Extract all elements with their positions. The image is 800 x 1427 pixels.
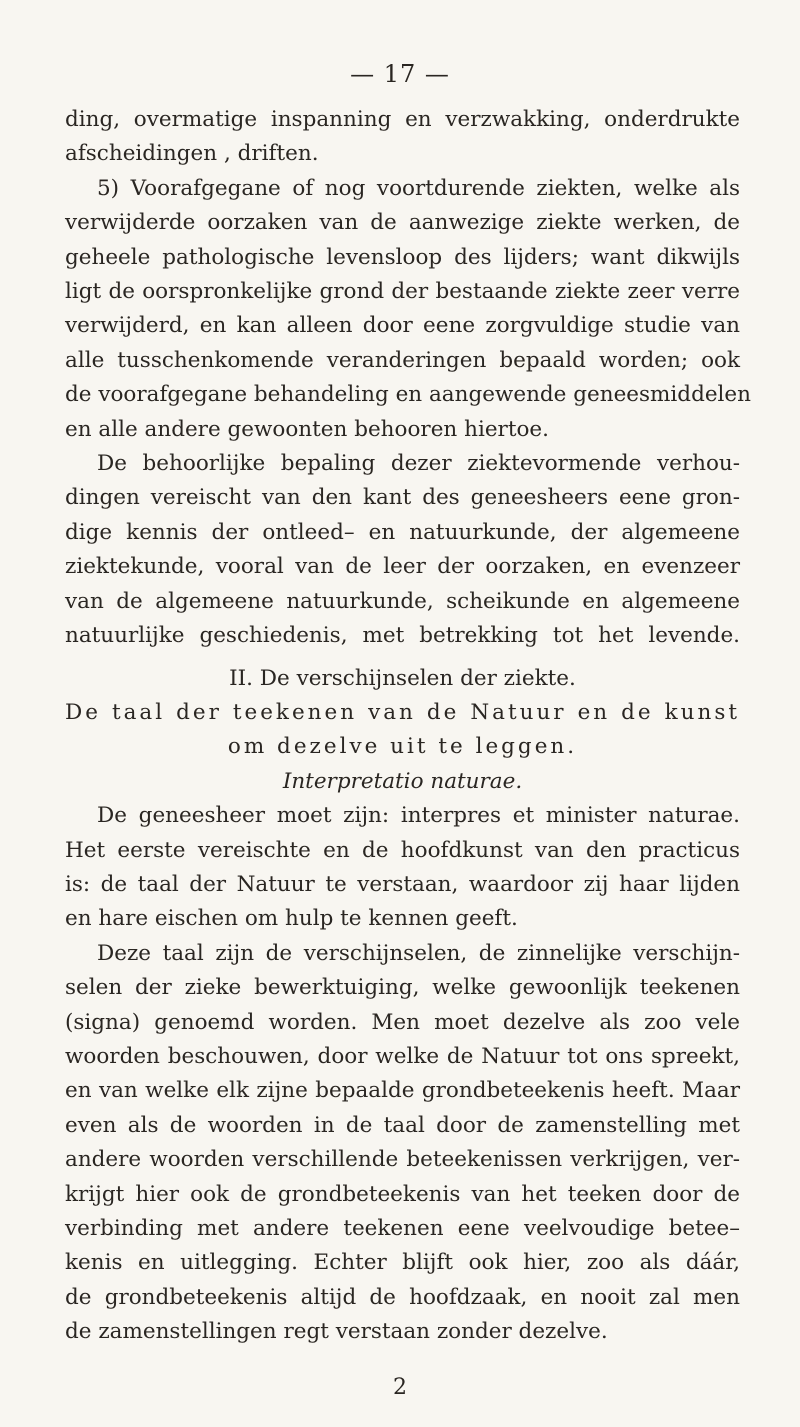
text-line: verbinding met andere teekenen eene veelvoudige betee–: [65, 1216, 740, 1241]
text-line: en van welke elk zijne bepaalde grondbeteekenis heeft. Maar: [65, 1078, 740, 1104]
text-line: natuurlijke geschiedenis, met betrekking tot het levende.: [65, 623, 740, 649]
signature-mark: 2: [393, 1375, 407, 1400]
text-line: de grondbeteekenis altijd de hoofdzaak, en nooit zal men: [65, 1284, 740, 1310]
text-line: afscheidingen , driften.: [65, 141, 319, 167]
text-line: ziektekunde, vooral van de leer der oorzaken, en evenzeer: [65, 554, 740, 580]
text-line: Interpretatio naturae.: [282, 768, 523, 794]
text-line: Het eerste vereischte en de hoofdkunst van den practicus: [65, 837, 740, 863]
text-line: van de algemeene natuurkunde, scheikunde en algemeene: [65, 588, 740, 614]
text-line: andere woorden verschillende beteekenissen verkrijgen, ver-: [65, 1147, 740, 1173]
text-line: verwijderde oorzaken van de aanwezige ziekte werken, de: [65, 210, 740, 236]
body-text: [65, 103, 752, 1350]
text-line: De behoorlijke bepaling dezer ziektevormende verhou-: [97, 451, 740, 477]
text-line: kenis en uitlegging. Echter blijft ook hier, zoo als dáár,: [65, 1250, 740, 1276]
text-line: om dezelve uit te leggen.: [227, 734, 578, 760]
text-line: de voorafgegane behandeling en aangewende geneesmiddelen: [65, 382, 752, 408]
text-line: Deze taal zijn de verschijnselen, de zinnelijke verschijn-: [97, 940, 740, 966]
text-line: (signa) genoemd worden. Men moet dezelve als zoo vele: [65, 1009, 740, 1035]
text-line: krijgt hier ook de grondbeteekenis van het teeken door de: [65, 1181, 740, 1207]
text-line: De geneesheer moet zijn: interpres et minister naturae.: [97, 803, 740, 829]
text-line: en hare eischen om hulp te kennen geeft.: [65, 906, 518, 932]
text-line: selen der zieke bewerktuiging, welke gewoonlijk teekenen: [65, 975, 740, 1001]
text-line: alle tusschenkomende veranderingen bepaald worden; ook: [65, 347, 740, 373]
text-line: woorden beschouwen, door welke de Natuur tot ons spreekt,: [65, 1043, 740, 1069]
text-line: en alle andere gewoonten behooren hiertoe.: [65, 416, 549, 442]
text-line: dingen vereischt van den kant des geneesheers eene gron-: [65, 485, 740, 511]
text-line: De taal der teekenen van de Natuur en de kunst: [65, 699, 740, 725]
page-number-header: — 17 —: [350, 60, 450, 88]
text-line: de zamenstellingen regt verstaan zonder dezelve.: [65, 1319, 608, 1345]
text-line: dige kennis der ontleed– en natuurkunde, der algemeene: [65, 519, 740, 545]
text-line: is: de taal der Natuur te verstaan, waardoor zij haar lijden: [65, 871, 740, 897]
text-line: 5) Voorafgegane of nog voortdurende ziekten, welke als: [97, 175, 740, 201]
text-line: ding, overmatige inspanning en verzwakking, onderdrukte: [65, 107, 740, 132]
text-line: ligt de oorspronkelijke grond der bestaande ziekte zeer verre: [65, 279, 740, 305]
text-line: geheele pathologische levensloop des lijders; want dikwijls: [65, 244, 740, 270]
text-line: II. De verschijnselen der ziekte.: [229, 665, 576, 691]
text-line: verwijderd, en kan alleen door eene zorgvuldige studie van: [65, 313, 740, 339]
text-line: even als de woorden in de taal door de zamenstelling met: [65, 1112, 740, 1138]
